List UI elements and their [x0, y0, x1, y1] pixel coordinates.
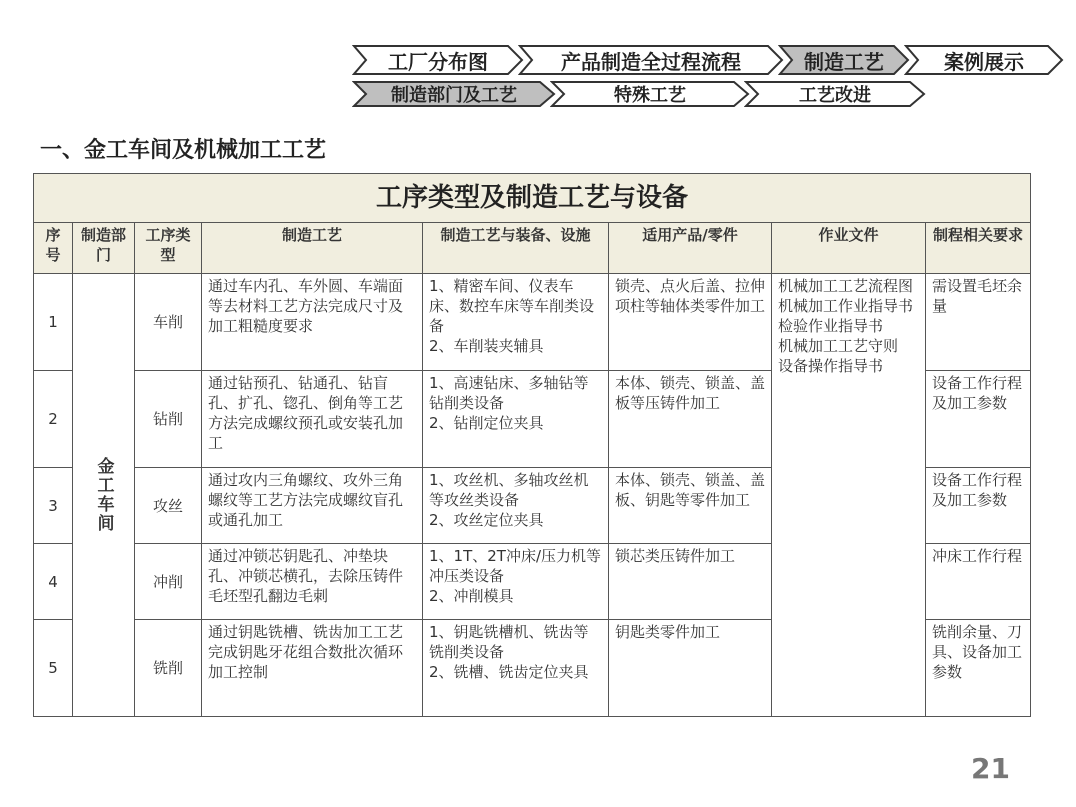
row-equipment: 1、攻丝机、多轴攻丝机等攻丝类设备 2、攻丝定位夹具 [423, 468, 609, 544]
row-type: 车削 [135, 274, 202, 371]
page-number: 21 [971, 752, 1010, 785]
row-requirement: 冲床工作行程 [926, 544, 1031, 620]
row-requirement: 设备工作行程及加工参数 [926, 468, 1031, 544]
header-department: 制造部门 [73, 223, 135, 274]
row-no: 3 [34, 468, 73, 544]
row-products: 本体、锁壳、锁盖、盖板、钥匙等零件加工 [609, 468, 772, 544]
nav-item-special-process[interactable]: 特殊工艺 [550, 80, 750, 108]
nav-item-departments[interactable]: 制造部门及工艺 [352, 80, 556, 108]
row-no: 2 [34, 371, 73, 468]
section-title: 一、金工车间及机械加工工艺 [40, 138, 327, 163]
row-products: 锁壳、点火后盖、拉伸项柱等轴体类零件加工 [609, 274, 772, 371]
table-row [34, 544, 1031, 620]
breadcrumb-row-2 [352, 80, 926, 108]
row-products: 钥匙类零件加工 [609, 620, 772, 717]
row-type: 攻丝 [135, 468, 202, 544]
row-type: 冲削 [135, 544, 202, 620]
header-documents: 作业文件 [772, 223, 926, 274]
row-products: 锁芯类压铸件加工 [609, 544, 772, 620]
row-process: 通过攻内三角螺纹、攻外三角螺纹等工艺方法完成螺纹盲孔或通孔加工 [202, 468, 423, 544]
header-no: 序号 [34, 223, 73, 274]
nav-item-factory-map[interactable]: 工厂分布图 [352, 44, 524, 76]
header-products: 适用产品/零件 [609, 223, 772, 274]
row-process: 通过钥匙铣槽、铣齿加工工艺完成钥匙牙花组合数批次循环加工控制 [202, 620, 423, 717]
nav-item-process-improvement[interactable]: 工艺改进 [744, 80, 926, 108]
row-no: 1 [34, 274, 73, 371]
row-process: 通过冲锁芯钥匙孔、冲垫块孔、冲锁芯横孔，去除压铸件毛坯型孔翻边毛刺 [202, 544, 423, 620]
row-requirement: 设备工作行程及加工参数 [926, 371, 1031, 468]
department-cell: 金工车间 [73, 274, 135, 717]
header-equipment: 制造工艺与装备、设施 [423, 223, 609, 274]
row-no: 5 [34, 620, 73, 717]
row-process: 通过车内孔、车外圆、车端面等去材料工艺方法完成尺寸及加工粗糙度要求 [202, 274, 423, 371]
row-no: 4 [34, 544, 73, 620]
nav-item-case-showcase[interactable]: 案例展示 [904, 44, 1064, 76]
table-title: 工序类型及制造工艺与设备 [34, 174, 1031, 223]
row-equipment: 1、1T、2T冲床/压力机等冲压类设备 2、冲削模具 [423, 544, 609, 620]
documents-cell: 机械加工工艺流程图 机械加工作业指导书 检验作业指导书 机械加工工艺守则 设备操作指导书 [772, 274, 926, 544]
header-operation-type: 工序类型 [135, 223, 202, 274]
row-products: 本体、锁壳、锁盖、盖板等压铸件加工 [609, 371, 772, 468]
row-equipment: 1、精密车间、仪表车床、数控车床等车削类设备 2、车削装夹辅具 [423, 274, 609, 371]
row-equipment: 1、高速钻床、多轴钻等钻削类设备 2、钻削定位夹具 [423, 371, 609, 468]
row-type: 铣削 [135, 620, 202, 717]
table-row [34, 274, 1031, 371]
header-process: 制造工艺 [202, 223, 423, 274]
nav-item-process-flow[interactable]: 产品制造全过程流程 [518, 44, 784, 76]
header-requirements: 制程相关要求 [926, 223, 1031, 274]
process-table [33, 173, 1031, 717]
nav-item-manufacturing-process[interactable]: 制造工艺 [778, 44, 910, 76]
breadcrumb-row-1 [352, 44, 1064, 76]
row-process: 通过钻预孔、钻通孔、钻盲孔、扩孔、锪孔、倒角等工艺方法完成螺纹预孔或安装孔加工 [202, 371, 423, 468]
row-type: 钻削 [135, 371, 202, 468]
row-requirement: 铣削余量、刀具、设备加工参数 [926, 620, 1031, 717]
documents-empty-cell [772, 544, 926, 717]
row-equipment: 1、钥匙铣槽机、铣齿等铣削类设备 2、铣槽、铣齿定位夹具 [423, 620, 609, 717]
table-header-row [34, 223, 1031, 274]
row-requirement: 需设置毛坯余量 [926, 274, 1031, 371]
